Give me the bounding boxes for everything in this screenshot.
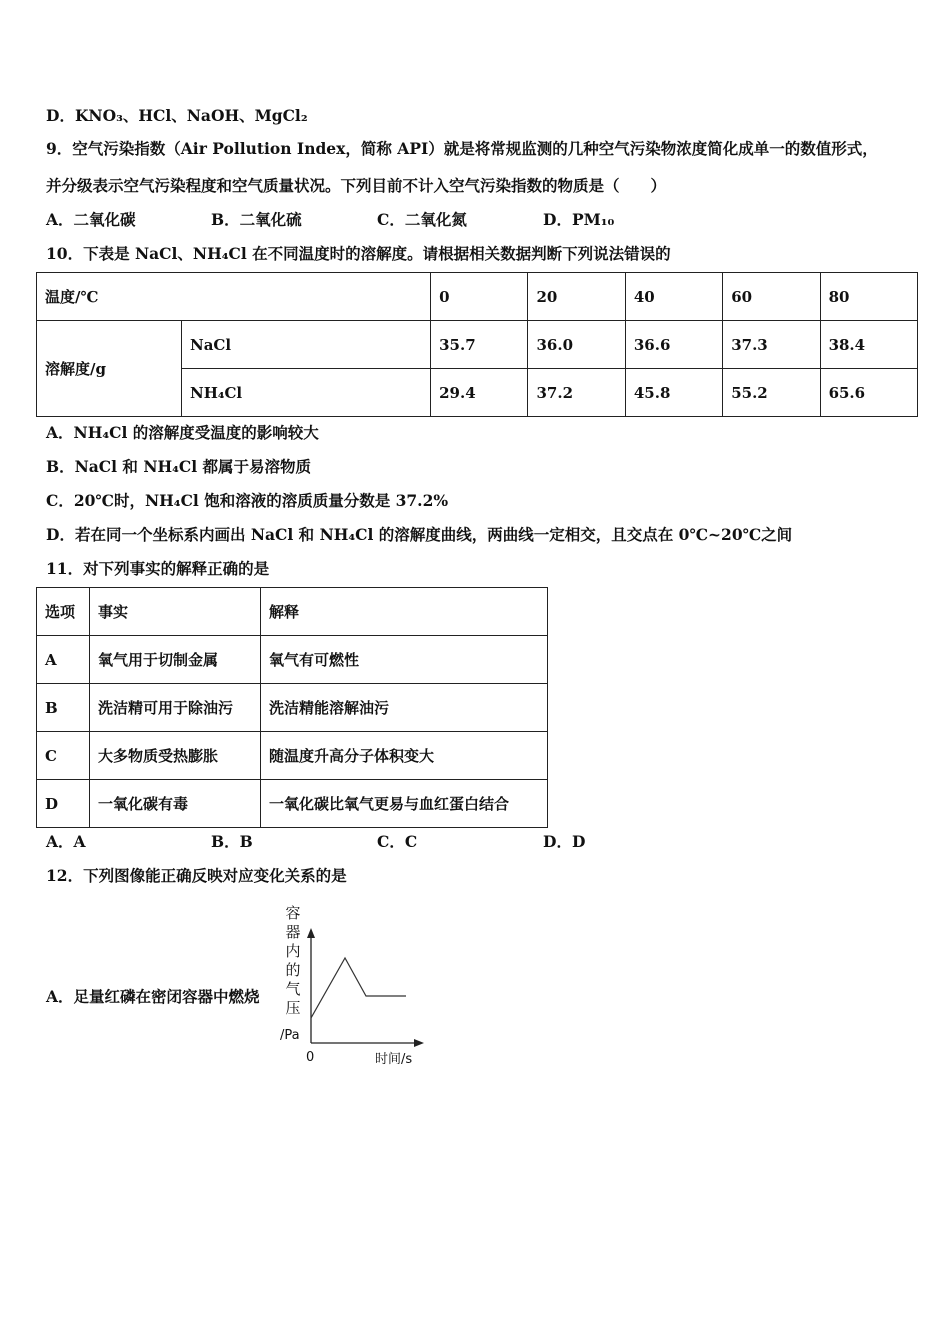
temp-cell: 80: [820, 273, 917, 321]
value-cell: 37.3: [723, 321, 820, 369]
y-label-char: 压: [285, 999, 301, 1017]
temp-cell: 60: [723, 273, 820, 321]
q12-option-a: A．足量红磷在密闭容器中燃烧: [46, 987, 260, 1006]
q10-option-c: C．20℃时，NH₄Cl 饱和溶液的溶质质量分数是 37.2%: [46, 491, 449, 510]
fact-cell: 大多物质受热膨胀: [90, 732, 261, 780]
option-cell: D: [37, 780, 90, 828]
option-cell: B: [37, 684, 90, 732]
temp-header: 温度/℃: [37, 273, 431, 321]
q9-option-c: C．二氧化氮: [377, 210, 467, 229]
table-row: [37, 273, 918, 321]
value-cell: 36.6: [625, 321, 722, 369]
temp-cell: 0: [431, 273, 528, 321]
q9-stem-line2: 并分级表示空气污染程度和空气质量状况。下列目前不计入空气污染指数的物质是（ ）: [46, 176, 667, 195]
value-cell: 37.2: [528, 369, 625, 417]
q10-option-a: A．NH₄Cl 的溶解度受温度的影响较大: [46, 423, 319, 442]
q9-option-b: B．二氧化硫: [211, 210, 302, 229]
graph-x-label: 时间/s: [375, 1052, 413, 1067]
q11-stem: 11．对下列事实的解释正确的是: [46, 559, 270, 578]
table-row: [37, 321, 918, 369]
solubility-header: 溶解度/g: [37, 321, 182, 417]
table-row: [37, 684, 548, 732]
pressure-curve: [311, 958, 406, 1018]
graph-origin: 0: [306, 1050, 315, 1065]
col-header: 解释: [261, 588, 548, 636]
temp-cell: 20: [528, 273, 625, 321]
option-cell: A: [37, 636, 90, 684]
explanation-cell: 氧气有可燃性: [261, 636, 548, 684]
pressure-graph: [300, 925, 430, 1050]
substance-name: NH₄Cl: [182, 369, 431, 417]
value-cell: 38.4: [820, 321, 917, 369]
col-header: 选项: [37, 588, 90, 636]
temp-cell: 40: [625, 273, 722, 321]
q9-option-a: A．二氧化碳: [46, 210, 136, 229]
q10-option-d: D．若在同一个坐标系内画出 NaCl 和 NH₄Cl 的溶解度曲线，两曲线一定相交，且交点在 0℃~20℃之间: [46, 525, 793, 544]
solubility-table: [36, 272, 918, 417]
q12-stem: 12．下列图像能正确反映对应变化关系的是: [46, 866, 347, 885]
y-label-char: 容: [285, 904, 301, 922]
table-row: [37, 780, 548, 828]
table-row: [37, 636, 548, 684]
q11-option-d: D．D: [543, 832, 586, 851]
explanation-cell: 洗洁精能溶解油污: [261, 684, 548, 732]
q11-option-c: C．C: [377, 832, 418, 851]
substance-name: NaCl: [182, 321, 431, 369]
explanation-cell: 随温度升高分子体积变大: [261, 732, 548, 780]
q9-option-d: D．PM₁₀: [543, 210, 615, 229]
q10-option-b: B．NaCl 和 NH₄Cl 都属于易溶物质: [46, 457, 312, 476]
value-cell: 55.2: [723, 369, 820, 417]
fact-cell: 洗洁精可用于除油污: [90, 684, 261, 732]
y-label-char: 气: [285, 980, 301, 998]
value-cell: 65.6: [820, 369, 917, 417]
value-cell: 36.0: [528, 321, 625, 369]
y-label-char: 器: [285, 923, 301, 941]
col-header: 事实: [90, 588, 261, 636]
fact-cell: 一氧化碳有毒: [90, 780, 261, 828]
y-label-char: 的: [285, 961, 301, 979]
table-row: [37, 732, 548, 780]
fact-cell: 氧气用于切制金属: [90, 636, 261, 684]
value-cell: 45.8: [625, 369, 722, 417]
q11-option-a: A．A: [46, 832, 86, 851]
option-cell: C: [37, 732, 90, 780]
q9-stem-line1: 9．空气污染指数（Air Pollution Index，简称 API）就是将常规监测的几种空气污染物浓度简化成单一的数值形式，: [46, 139, 878, 158]
explanation-cell: 一氧化碳比氧气更易与血红蛋白结合: [261, 780, 548, 828]
q10-stem: 10．下表是 NaCl、NH₄Cl 在不同温度时的溶解度。请根据相关数据判断下列说法错误的: [46, 244, 671, 263]
q8-option-d: D．KNO₃、HCl、NaOH、MgCl₂: [46, 106, 308, 125]
table-row: [37, 588, 548, 636]
x-axis-arrow: [414, 1039, 424, 1047]
facts-table: [36, 587, 548, 828]
value-cell: 29.4: [431, 369, 528, 417]
q11-option-b: B．B: [211, 832, 253, 851]
y-label-char: 内: [285, 942, 301, 960]
value-cell: 35.7: [431, 321, 528, 369]
graph-y-unit: /Pa: [280, 1028, 300, 1043]
